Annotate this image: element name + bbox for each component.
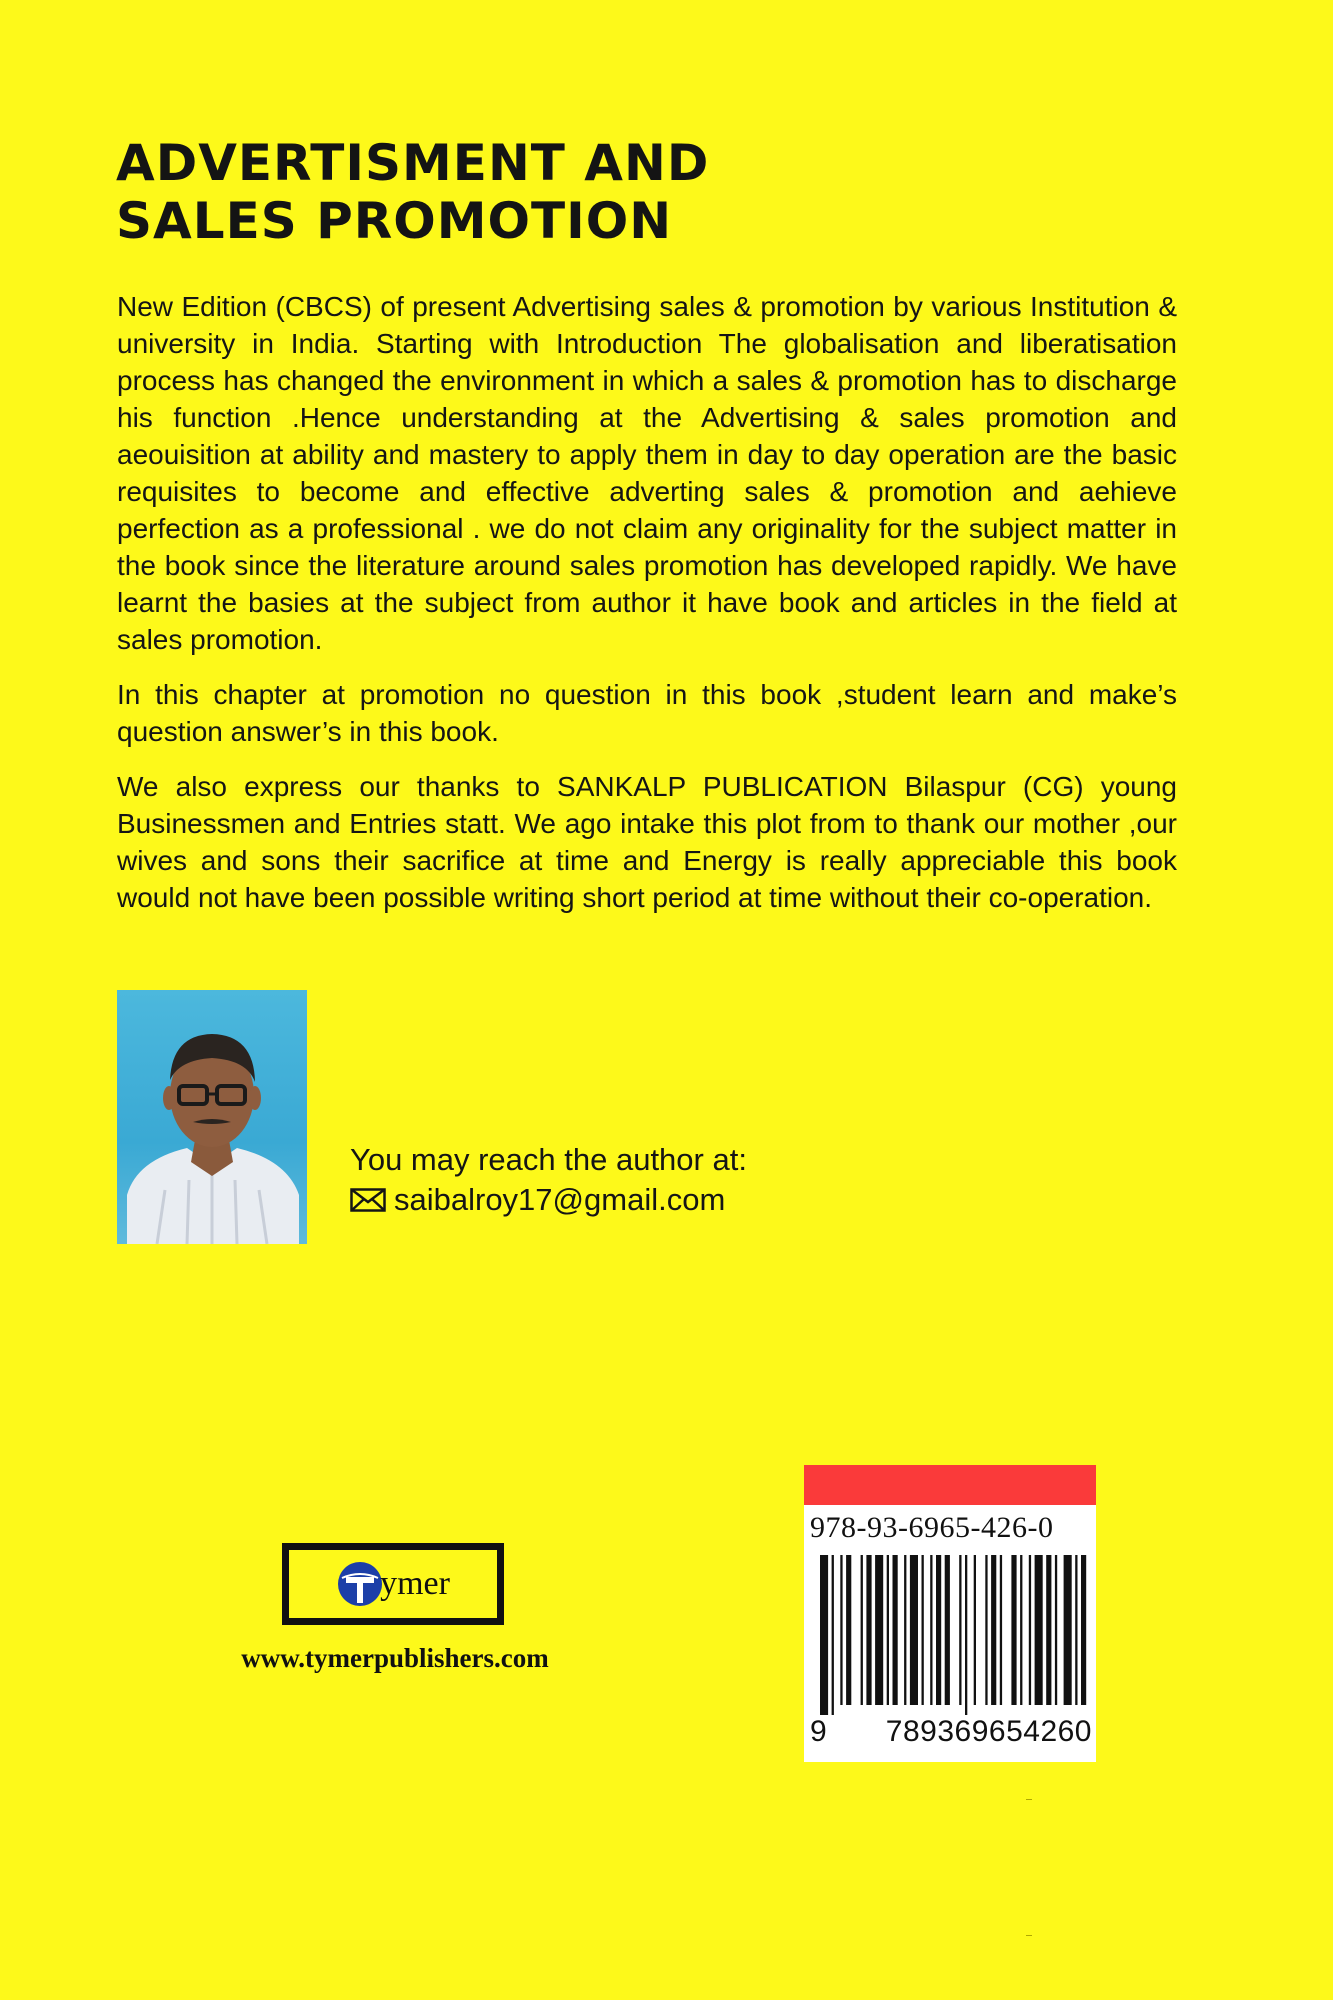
barcode-bar <box>985 1555 987 1705</box>
barcode-bar <box>945 1555 950 1705</box>
barcode-bar <box>820 1555 828 1715</box>
book-title <box>116 134 1016 250</box>
envelope-icon <box>350 1188 386 1212</box>
barcode-bar <box>991 1555 996 1705</box>
barcode-bar <box>904 1555 906 1705</box>
barcode-bar <box>922 1555 924 1705</box>
barcode-bar <box>861 1555 863 1705</box>
isbn-barcode-box <box>804 1465 1096 1762</box>
barcode-bar <box>1075 1555 1077 1705</box>
barcode-bar <box>846 1555 851 1705</box>
publisher-logo-text: ymer <box>380 1565 450 1602</box>
barcode-bar <box>1029 1555 1031 1705</box>
barcode-bar <box>887 1555 889 1705</box>
print-mark <box>1026 1935 1032 1936</box>
email-line <box>350 1180 747 1220</box>
barcode-bar <box>1011 1555 1016 1705</box>
barcode-bar <box>1035 1555 1043 1705</box>
barcode-bar <box>936 1555 941 1705</box>
barcode-bar <box>832 1555 834 1715</box>
publisher-logo-inner <box>336 1560 450 1608</box>
barcode-bar <box>875 1555 883 1705</box>
barcode-digit-string: 789369654260 <box>885 1715 1092 1748</box>
blurb-paragraph: New Edition (CBCS) of present Advertising sales & promotion by various Institution & university in India. Starting with Introduction The globalisation and liberatisation process has changed the environment in which a sales & promotion has to discharge his function .Hence understanding at the Advertising & sales promotion and aeouisition at ability and mastery to apply them in day to day operation are the basic requisites to become and effective adverting sales & promotion and aehieve perfection as a professional . we do not claim any originality for the subject matter in the book since the literature around sales promotion has developed rapidly. We have learnt the basies at the subject from author it have book and articles in the field at sales promotion. <box>117 291 1177 655</box>
print-mark <box>1026 1799 1032 1800</box>
author-email[interactable]: saibalroy17@gmail.com <box>394 1182 726 1217</box>
barcode-bar <box>1081 1555 1086 1705</box>
barcode-digits <box>810 1715 1092 1749</box>
blurb-paragraph: We also express our thanks to SANKALP PUBLICATION Bilaspur (CG) young Businessmen and Entries statt. We ago intake this plot from to thank our mother ,our wives and sons their sacrifice at time and Energy is really appreciable this book would not have been possible writing short period at time without their co-operation. <box>117 771 1177 913</box>
barcode-bar <box>910 1555 918 1705</box>
barcode-bar <box>840 1555 842 1705</box>
author-contact <box>350 1140 747 1220</box>
barcode-bar <box>1000 1555 1002 1705</box>
barcode-bar <box>965 1555 967 1715</box>
barcode-bar <box>974 1555 976 1705</box>
isbn-number: 978-93-6965-426-0 <box>810 1511 1054 1544</box>
barcode-bar <box>930 1555 932 1705</box>
barcode-bar <box>893 1555 898 1705</box>
barcode-first-digit: 9 <box>810 1715 827 1748</box>
book-title-line-2: SALES PROMOTION <box>116 192 673 250</box>
barcode-bar <box>1064 1555 1072 1705</box>
author-portrait-icon <box>117 990 307 1244</box>
barcode-icon <box>810 1555 1090 1715</box>
barcode-bar <box>1046 1555 1051 1705</box>
blurb <box>117 288 1177 934</box>
blurb-paragraph: In this chapter at promotion no question in this book ,student learn and make’s question answer’s in this book. <box>117 679 1177 747</box>
globe-t-icon <box>336 1560 384 1608</box>
isbn-red-bar <box>804 1465 1096 1505</box>
barcode-bar <box>1020 1555 1022 1705</box>
barcode-bar <box>866 1555 871 1705</box>
book-title-line-1: ADVERTISMENT AND <box>116 134 710 192</box>
publisher-logo <box>282 1543 504 1625</box>
barcode-bar <box>959 1555 961 1705</box>
author-photo <box>117 990 307 1244</box>
publisher-url[interactable]: www.tymerpublishers.com <box>241 1643 549 1673</box>
contact-label: You may reach the author at: <box>350 1142 747 1177</box>
barcode-bar <box>1055 1555 1057 1705</box>
